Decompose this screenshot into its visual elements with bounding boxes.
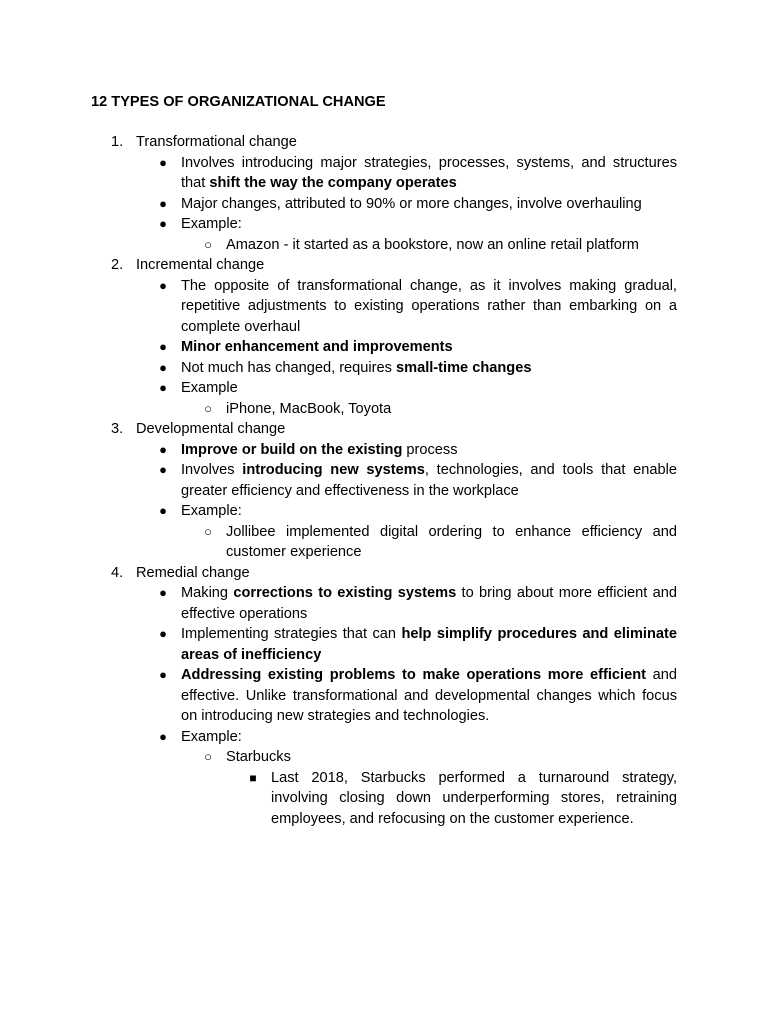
page-title: 12 TYPES OF ORGANIZATIONAL CHANGE <box>91 94 386 110</box>
sub-bullet-item <box>91 522 677 563</box>
bullet-text: Not much has changed, requires <box>181 359 396 376</box>
bullet-icon: ● <box>159 359 167 375</box>
bullet-icon: ● <box>159 216 167 231</box>
bullet-item <box>91 624 677 665</box>
bullet-text: Involves <box>181 462 243 478</box>
bullet-text: Major changes, attributed to 90% or more changes, involve overhauling <box>181 195 642 212</box>
bullet-text: to bring about more efficient and effective operations <box>181 585 677 622</box>
bold-text: shift the way the company operates <box>209 175 457 191</box>
sub-bullet-item <box>91 399 677 420</box>
bullet-item <box>91 583 677 624</box>
bold-text: corrections to existing systems <box>233 585 457 601</box>
bullet-text: Involves introducing major strategies, processes, systems, and structures that <box>181 154 677 191</box>
bullet-item <box>91 727 677 748</box>
bullet-text: , technologies, and tools that enable greater efficiency and effectiveness in the workplace <box>181 462 678 499</box>
bold-text: introducing new systems <box>242 462 425 478</box>
bullet-icon: ● <box>159 667 167 682</box>
bullet-text: Example: <box>181 728 242 745</box>
bullet-item <box>91 194 677 215</box>
list-item-remedial-change <box>91 563 677 584</box>
list-number: 3. <box>111 421 124 437</box>
bullet-icon: ● <box>159 626 167 641</box>
bullet-item <box>91 276 677 338</box>
bullet-item <box>91 153 677 194</box>
sub-bullet-item <box>91 235 677 256</box>
bullet-item <box>91 378 677 399</box>
bullet-item <box>91 440 677 461</box>
bullet-text: Example: <box>181 216 242 232</box>
bullet-text: process <box>402 441 458 458</box>
list-number: 2. <box>111 257 124 273</box>
list-number: 1. <box>111 134 124 150</box>
list-item-developmental-change <box>91 419 677 440</box>
bullet-text: Implementing strategies that can <box>181 626 402 642</box>
bullet-icon: ● <box>159 339 167 354</box>
bold-text: small-time changes <box>395 359 532 376</box>
sub-bullet-text: Starbucks <box>226 749 291 765</box>
bullet-text: Making <box>181 585 234 601</box>
bullet-text: Example <box>181 380 238 396</box>
bullet-icon: ● <box>159 441 167 457</box>
sub-sub-bullet-item <box>91 768 677 830</box>
bold-text: Improve or build on the existing <box>181 441 403 458</box>
bold-text: Minor enhancement and improvements <box>181 339 453 355</box>
bullet-icon: ● <box>159 462 167 477</box>
section-heading: Transformational change <box>136 134 297 150</box>
list-item-transformational-change <box>91 132 677 153</box>
sub-bullet-text: Amazon - it started as a bookstore, now an online retail platform <box>226 236 639 253</box>
list-number: 4. <box>111 564 124 581</box>
section-heading: Developmental change <box>136 421 286 437</box>
bullet-icon: ● <box>159 154 167 170</box>
bullet-icon: ● <box>159 195 167 211</box>
bullet-item <box>91 665 677 727</box>
sub-bullet-text: Jollibee implemented digital ordering to enhance efficiency and customer experience <box>226 523 677 560</box>
sub-bullet-icon: ○ <box>204 400 212 416</box>
sub-bullet-icon: ○ <box>204 523 212 539</box>
section-heading: Incremental change <box>136 257 265 273</box>
document-body <box>91 132 677 829</box>
bold-text: help simplify procedures and eliminate areas of inefficiency <box>181 626 677 663</box>
bullet-item <box>91 460 677 501</box>
sub-bullet-icon: ○ <box>204 236 212 252</box>
bullet-item <box>91 214 677 235</box>
bullet-icon: ● <box>159 585 167 600</box>
sub-bullet-icon: ○ <box>204 749 212 764</box>
sub-sub-bullet-text: Last 2018, Starbucks performed a turnaround strategy, involving closing down underperforming stores, retraining employees, and refocusing on the customer experience. <box>271 769 677 827</box>
bullet-icon: ● <box>159 728 167 744</box>
bullet-text: and effective. Unlike transformational and developmental changes which focus on introducing new strategies and technologies. <box>181 667 677 724</box>
bullet-item <box>91 337 677 358</box>
bullet-item <box>91 358 677 379</box>
bullet-text: Example: <box>181 503 242 519</box>
sub-bullet-text: iPhone, MacBook, Toyota <box>226 400 392 417</box>
section-heading: Remedial change <box>136 564 250 581</box>
sub-bullet-item <box>91 747 677 768</box>
square-bullet-icon: ■ <box>249 770 257 785</box>
bullet-icon: ● <box>159 277 167 293</box>
list-item-incremental-change <box>91 255 677 276</box>
bullet-text: The opposite of transformational change, as it involves making gradual, repetitive adjustments to existing operations rather than embarking on a complete overhaul <box>181 277 677 335</box>
bullet-item <box>91 501 677 522</box>
bullet-icon: ● <box>159 503 167 518</box>
bullet-icon: ● <box>159 380 167 395</box>
bold-text: Addressing existing problems to make operations more efficient <box>181 667 646 683</box>
